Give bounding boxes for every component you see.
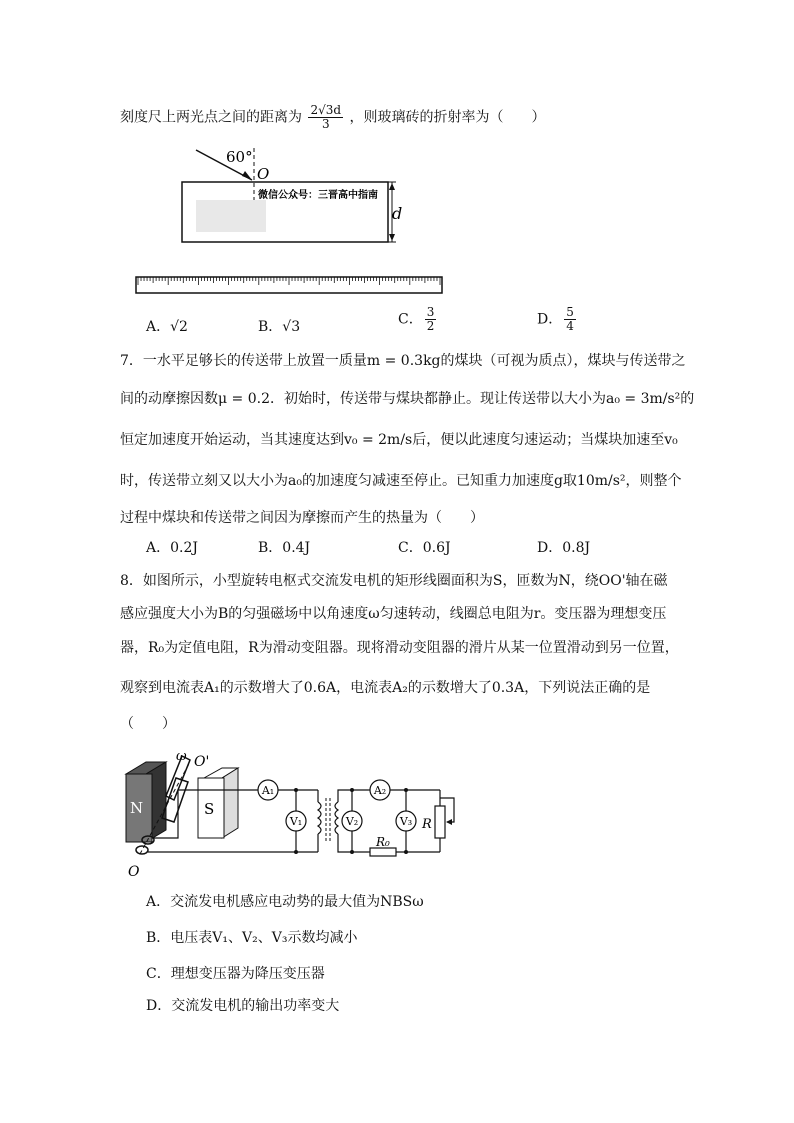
option-fraction: $\frac{3}{2}$ xyxy=(426,305,435,333)
q7-line4: 时，传送带立刻又以大小为a₀的加速度匀减速至停止。已知重力加速度g取10m/s²，则整个 xyxy=(120,473,682,489)
q7-option-a[interactable]: A．0.2J xyxy=(146,540,198,556)
option-letter: C． xyxy=(398,311,423,328)
v1-label: V₁ xyxy=(289,815,303,828)
slip-ring xyxy=(136,846,148,854)
q6-distance-fraction xyxy=(308,104,343,131)
fixed-resistor-r0 xyxy=(370,848,396,856)
q6-option-b[interactable] xyxy=(258,317,300,337)
q6-option-c[interactable] xyxy=(398,306,438,333)
q7-line3: 恒定加速度开始运动，当其速度达到v₀ = 2m/s后，便以此速度匀速运动；当煤块加速至v₀ xyxy=(120,432,678,448)
q6-angle-label: 60° xyxy=(226,148,253,166)
q6-option-d[interactable] xyxy=(537,306,578,333)
q6-point-o-label: O xyxy=(257,165,270,183)
q6-option-a[interactable] xyxy=(146,317,188,337)
option-letter: D． xyxy=(537,311,563,328)
n-pole-label: N xyxy=(130,799,144,817)
q8-option-b[interactable]: B．电压表V₁、V₂、V₃示数均减小 xyxy=(146,930,358,946)
s-pole-label: S xyxy=(204,800,215,818)
q7-line2: 间的动摩擦因数μ = 0.2．初始时，传送带与煤块都静止。现让传送带以大小为a₀ = 3m/s²的 xyxy=(120,391,695,407)
rheostat-r xyxy=(435,806,445,838)
v2-label: V₂ xyxy=(345,815,359,828)
transformer-primary xyxy=(318,802,321,834)
option-value: √2 xyxy=(170,319,188,335)
ruler-ticks xyxy=(138,277,440,285)
q7-line1: 7．一水平足够长的传送带上放置一质量m = 0.3kg的煤块（可视为质点），煤块与传送带之 xyxy=(120,353,686,369)
a1-label: A₁ xyxy=(261,784,275,797)
q8-generator-circuit-figure xyxy=(118,748,478,880)
v3-label: V₃ xyxy=(399,815,413,828)
ray-arrowhead-icon xyxy=(242,171,252,180)
smudge-patch xyxy=(196,200,266,232)
q6-distance-numerator: 2√3d xyxy=(310,103,342,117)
watermark-text: 微信公众号：三晋高中指南 xyxy=(258,190,378,201)
option-letter: A． xyxy=(146,319,171,335)
q8-line2: 感应强度大小为B的匀强磁场中以角速度ω匀速转动，线圈总电阻为r。变压器为理想变压 xyxy=(120,606,667,622)
o-label: O xyxy=(128,864,140,880)
q7-option-d[interactable]: D．0.8J xyxy=(537,540,591,556)
q8-line5: （ ） xyxy=(120,716,176,732)
q6-line1-pre: 刻度尺上两光点之间的距离为 xyxy=(120,109,302,126)
omega-label: ω xyxy=(176,749,187,764)
q7-line5: 过程中煤块和传送带之间因为摩擦而产生的热量为（ ） xyxy=(120,510,484,526)
q6-line1 xyxy=(120,104,546,131)
q6-distance-denominator: 3 xyxy=(321,117,330,131)
q6-glass-brick-figure xyxy=(130,140,460,310)
q7-option-c[interactable]: C．0.6J xyxy=(398,540,451,556)
r0-label: R₀ xyxy=(376,835,390,849)
q8-line4: 观察到电流表A₁的示数增大了0.6A，电流表A₂的示数增大了0.3A，下列说法正确的是 xyxy=(120,680,651,696)
q8-line3: 器，R₀为定值电阻，R为滑动变阻器。现将滑动变阻器的滑片从某一位置滑动到另一位置， xyxy=(120,640,679,656)
o-prime-label: O' xyxy=(194,754,210,770)
q6-depth-label: d xyxy=(392,204,403,223)
q8-option-d[interactable]: D．交流发电机的输出功率变大 xyxy=(146,998,340,1014)
r-label: R xyxy=(422,817,432,832)
option-fraction: $\frac{5}{4}$ xyxy=(566,305,574,333)
option-letter: B． xyxy=(258,319,283,335)
q7-option-b[interactable]: B．0.4J xyxy=(258,540,311,556)
q8-option-c[interactable]: C．理想变压器为降压变压器 xyxy=(146,966,325,982)
q8-line1: 8．如图所示，小型旋转电枢式交流发电机的矩形线圈面积为S，匝数为N，绕OO'轴在磁 xyxy=(120,573,668,589)
option-value: √3 xyxy=(282,319,301,335)
q8-option-a[interactable]: A．交流发电机感应电动势的最大值为NBSω xyxy=(146,894,424,910)
a2-label: A₂ xyxy=(373,784,387,797)
transformer-secondary xyxy=(335,802,338,834)
q6-line1-post: ，则玻璃砖的折射率为（ ） xyxy=(349,109,546,126)
